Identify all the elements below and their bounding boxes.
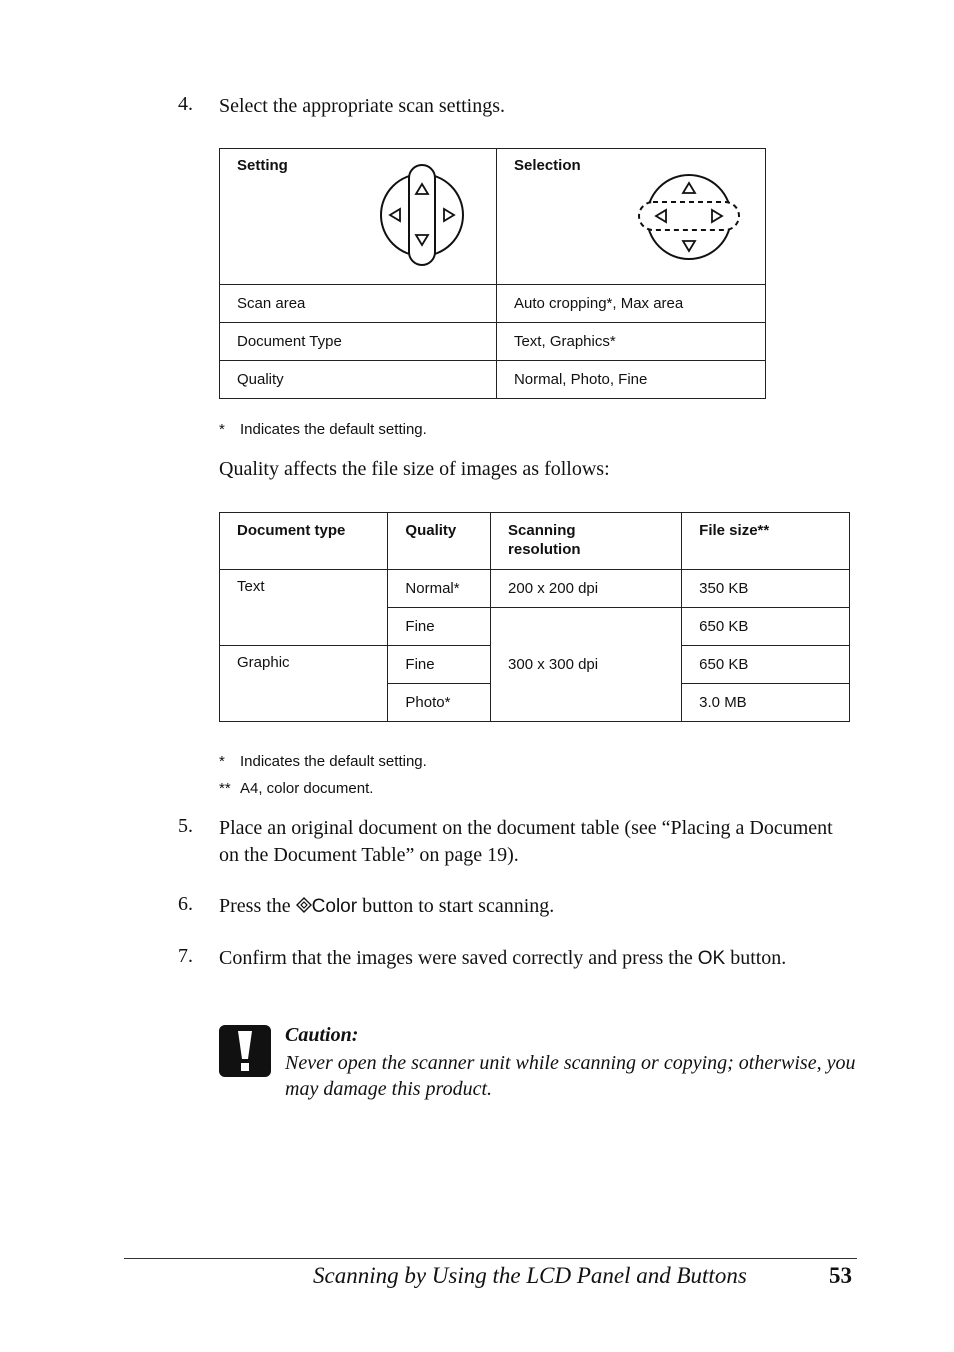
file-size-cell: 350 KB <box>682 570 850 608</box>
footnote-default <box>219 753 427 770</box>
step-4-text: Select the appropriate scan settings. <box>219 95 506 117</box>
color-diamond-icon <box>296 897 312 913</box>
table-row <box>220 570 850 608</box>
table-row <box>220 285 766 323</box>
resolution-cell: 200 x 200 dpi <box>491 570 682 608</box>
footnote-default <box>219 421 427 438</box>
footnote-mark: * <box>219 421 225 438</box>
selection-cell: Text, Graphics* <box>496 323 765 361</box>
left-right-highlight-pad-icon <box>634 171 744 263</box>
document-type-cell: Graphic <box>220 646 388 722</box>
step-6-text <box>219 893 859 920</box>
quality-cell: Fine <box>388 646 491 684</box>
file-size-cell: 650 KB <box>682 608 850 646</box>
ok-button-label: OK <box>697 948 726 969</box>
resolution-cell: 300 x 300 dpi <box>491 608 682 722</box>
footnote-text: Indicates the default setting. <box>240 753 427 770</box>
quality-cell: Fine <box>388 608 491 646</box>
table-row <box>220 361 766 399</box>
exclamation-icon <box>219 1025 271 1077</box>
step-5-number: 5. <box>178 815 193 837</box>
step-7-text-before: Confirm that the images were saved correctly and press the <box>219 947 693 969</box>
selection-cell: Auto cropping*, Max area <box>496 285 765 323</box>
page-number: 53 <box>829 1263 852 1288</box>
setting-cell: Quality <box>220 361 497 399</box>
color-button-label: Color <box>311 896 358 917</box>
caution-text: Never open the scanner unit while scanning or copying; otherwise, you may damage this product. <box>285 1052 856 1100</box>
step-7-number: 7. <box>178 945 193 967</box>
document-type-header: Document type <box>220 513 388 570</box>
footer-rule <box>124 1258 857 1259</box>
footnote-a4 <box>219 780 373 797</box>
file-size-header: File size** <box>682 513 850 570</box>
step-6-text-before: Press the <box>219 895 291 917</box>
file-size-cell: 650 KB <box>682 646 850 684</box>
selection-cell: Normal, Photo, Fine <box>496 361 765 399</box>
quality-cell: Photo* <box>388 684 491 722</box>
footnote-mark: ** <box>219 780 231 797</box>
setting-header <box>220 149 497 285</box>
quality-header: Quality <box>388 513 491 570</box>
file-size-table <box>219 512 850 722</box>
footer-title: Scanning by Using the LCD Panel and Buttons <box>313 1263 747 1288</box>
step-4-number: 4. <box>178 93 193 115</box>
resolution-header: Scanning resolution <box>491 513 682 570</box>
footnote-mark: * <box>219 753 225 770</box>
quality-cell: Normal* <box>388 570 491 608</box>
setting-header-label: Setting <box>237 157 288 174</box>
up-down-highlight-pad-icon <box>377 163 467 267</box>
document-type-cell: Text <box>220 570 388 646</box>
setting-cell: Scan area <box>220 285 497 323</box>
step-5-text: Place an original document on the document table (see “Placing a Document on the Document Table” on page 19). <box>219 817 833 866</box>
table-row <box>220 323 766 361</box>
footnote-text: Indicates the default setting. <box>240 421 427 438</box>
step-7-text <box>219 945 849 972</box>
selection-header-label: Selection <box>513 157 581 174</box>
caution-title: Caution: <box>285 1024 359 1046</box>
selection-header <box>496 149 765 285</box>
setting-cell: Document Type <box>220 323 497 361</box>
step-7-text-after: button. <box>730 947 787 969</box>
step-6-text-after: button to start scanning. <box>362 895 555 917</box>
quality-intro: Quality affects the file size of images as follows: <box>219 458 610 480</box>
file-size-cell: 3.0 MB <box>682 684 850 722</box>
caution-icon <box>219 1025 271 1077</box>
step-6-number: 6. <box>178 893 193 915</box>
footnote-text: A4, color document. <box>240 780 374 797</box>
scan-settings-table <box>219 148 766 399</box>
